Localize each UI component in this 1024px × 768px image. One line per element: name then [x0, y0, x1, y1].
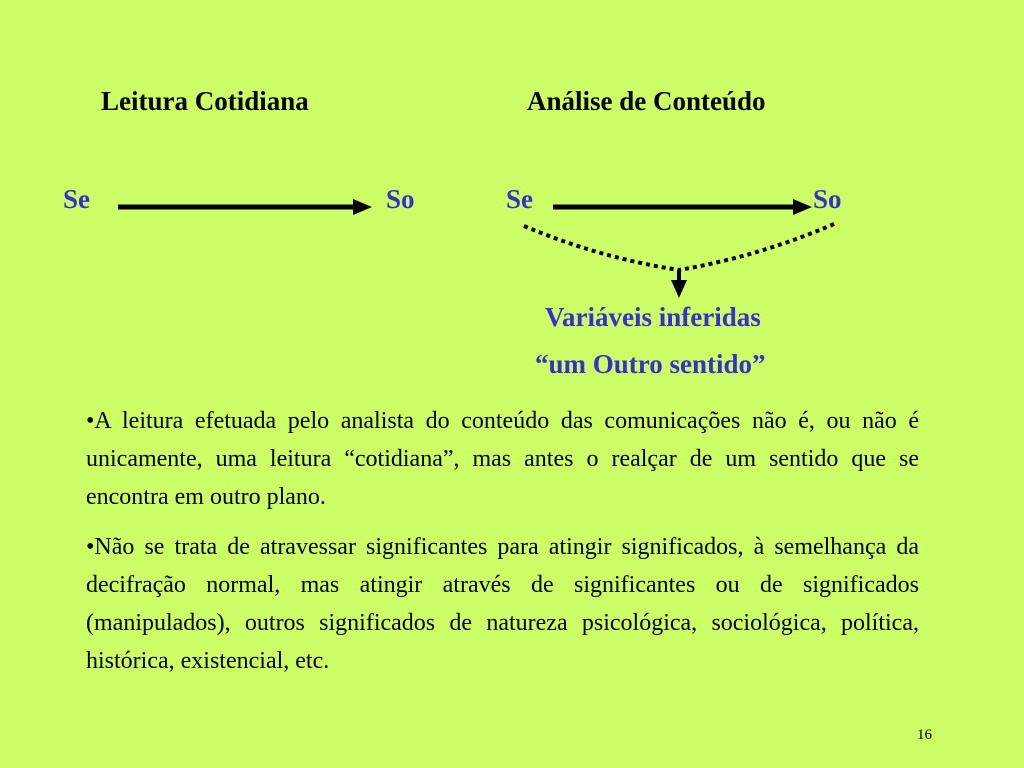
left-source-label: Se: [63, 184, 90, 214]
right-source-label: Se: [506, 184, 533, 214]
right-arrow: [553, 199, 812, 215]
bullet-paragraph-2: •Não se trata de atravessar significantes para atingir significados, à semelhança da decifração normal, mas atingir através de significantes ou de significados (manipulados), outros significados de natureza psicológica, sociológica, política, histórica, existencial, etc.: [86, 534, 919, 674]
left-heading: Leitura Cotidiana: [101, 86, 309, 116]
left-target-label: So: [386, 184, 415, 214]
bullet-list: [86, 402, 919, 692]
inference-arrows: [524, 224, 834, 298]
page-number: 16: [917, 727, 932, 743]
right-heading: Análise de Conteúdo: [527, 86, 766, 116]
left-arrow: [118, 199, 372, 215]
right-target-label: So: [813, 184, 842, 214]
other-sense-label: “um Outro sentido”: [535, 349, 766, 379]
inferred-variables-label: Variáveis inferidas: [545, 302, 761, 332]
bullet-paragraph-1: •A leitura efetuada pelo analista do conteúdo das comunicações não é, ou não é unicamente, uma leitura “cotidiana”, mas antes o realçar de um sentido que se encontra em outro plano.: [86, 408, 919, 510]
